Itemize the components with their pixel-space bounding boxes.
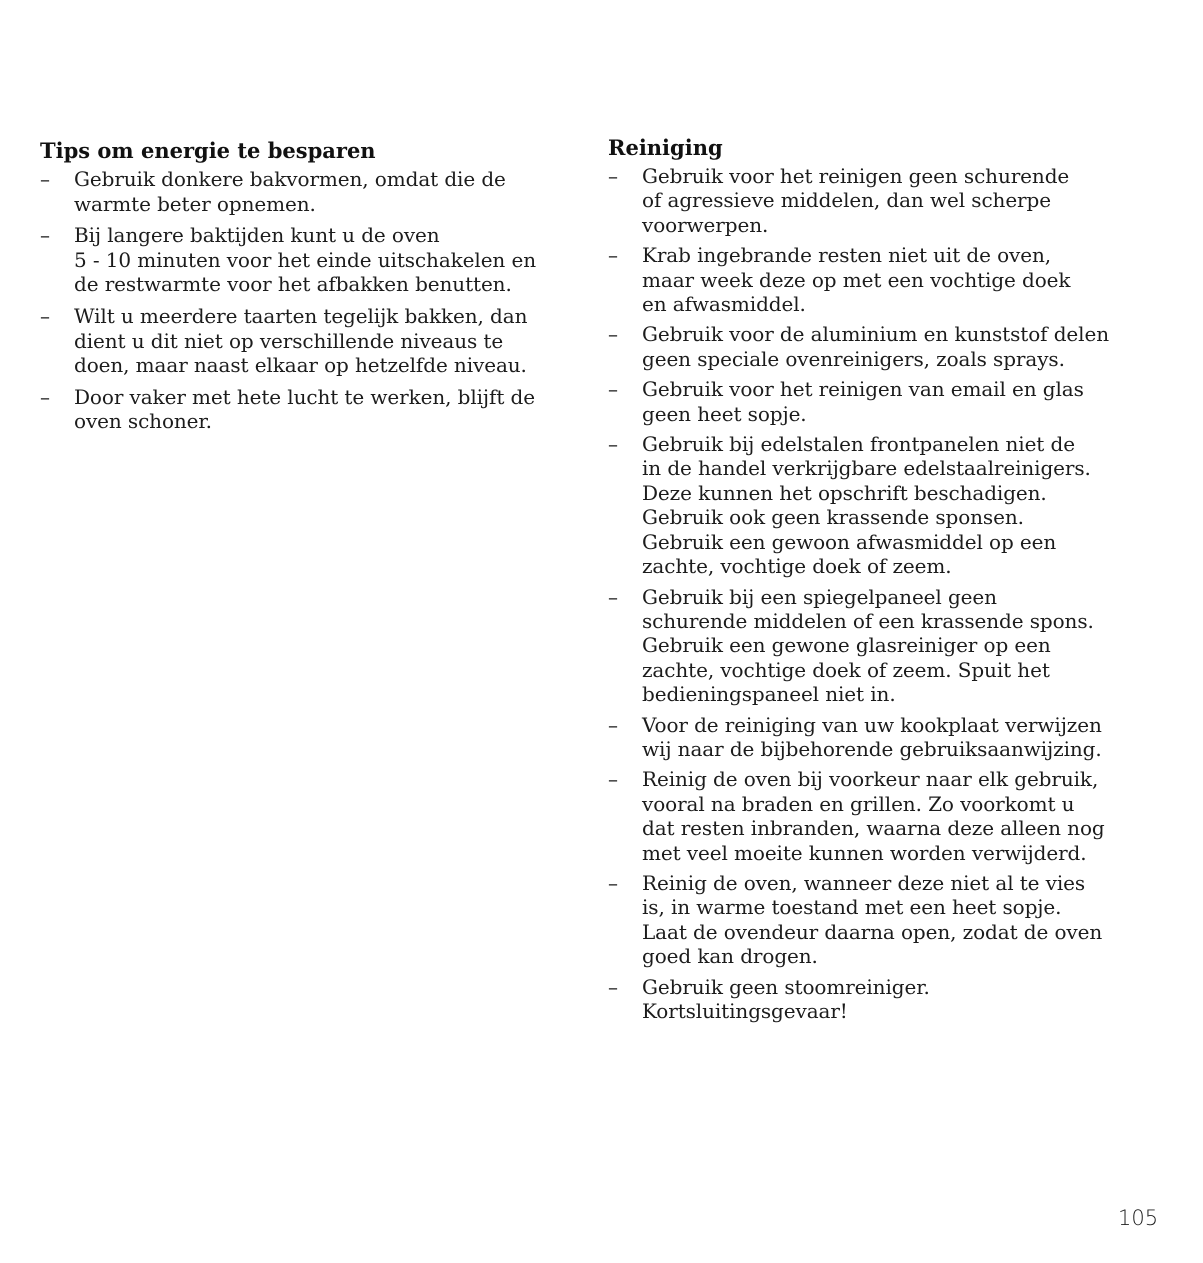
list-item (608, 164, 1168, 237)
text-line: Gebruik voor het reinigen van email en glas (642, 377, 1084, 402)
text-line: de restwarmte voor het afbakken benutten. (74, 272, 512, 297)
energy-tips-list (40, 167, 580, 434)
text-line: zachte, vochtige doek of zeem. Spuit het (642, 657, 1050, 682)
text-line: Gebruik geen stoomreiniger. (642, 974, 930, 999)
text-line: dient u dit niet op verschillende niveaus te (74, 328, 504, 353)
dash-bullet: – (608, 164, 618, 188)
dash-bullet: – (608, 870, 618, 895)
text-line: Door vaker met hete lucht te werken, blijft de (74, 384, 535, 409)
page-number: 105 (1118, 1206, 1159, 1230)
list-item (608, 871, 1168, 969)
text-line: geen heet sopje. (642, 401, 807, 426)
dash-bullet: – (40, 167, 50, 191)
text-line: doen, maar naast elkaar op hetzelfde niveau. (74, 353, 527, 378)
list-item (40, 223, 580, 297)
text-line: wij naar de bijbehorende gebruiksaanwijzing. (642, 736, 1102, 761)
text-line: 5 - 10 minuten voor het einde uitschakelen en (74, 247, 536, 272)
text-line: Reinig de oven, wanneer deze niet al te vies (642, 870, 1086, 895)
dash-bullet: – (608, 584, 618, 609)
dash-bullet: – (608, 432, 618, 457)
dash-bullet: – (608, 322, 618, 347)
section-heading-energy-tips: Tips om energie te besparen (40, 138, 376, 163)
dash-bullet: – (608, 243, 618, 268)
list-item (40, 167, 580, 216)
text-line: Voor de reiniging van uw kookplaat verwijzen (642, 712, 1102, 737)
energy-tips-section (40, 137, 580, 441)
dash-bullet: – (608, 767, 618, 792)
text-line: Gebruik bij een spiegelpaneel geen (642, 584, 997, 609)
list-item (608, 585, 1168, 707)
text-line: voorwerpen. (642, 212, 769, 237)
list-item (608, 713, 1168, 762)
list-item (608, 975, 1168, 1024)
text-line: in de handel verkrijgbare edelstaalreinigers. (642, 456, 1091, 481)
dash-bullet: – (40, 303, 50, 328)
text-line: Reinig de oven bij voorkeur naar elk gebruik, (642, 767, 1099, 792)
list-item (40, 385, 580, 434)
list-item (608, 322, 1168, 371)
cleaning-list (608, 164, 1168, 1023)
text-line: schurende middelen of een krassende spons. (642, 608, 1094, 633)
list-item (40, 304, 580, 378)
text-line: Bij langere baktijden kunt u de oven (74, 223, 440, 248)
text-line: Gebruik ook geen krassende sponsen. (642, 505, 1024, 530)
list-item (608, 432, 1168, 578)
dash-bullet: – (608, 377, 618, 402)
text-line: is, in warme toestand met een heet sopje. (642, 895, 1062, 920)
list-item (608, 377, 1168, 426)
text-line: en afwasmiddel. (642, 292, 806, 317)
dash-bullet: – (40, 384, 50, 409)
cleaning-section (608, 134, 1168, 1029)
text-line: Gebruik een gewone glasreiniger op een (642, 633, 1051, 658)
text-line: geen speciale ovenreinigers, zoals sprays. (642, 346, 1065, 371)
text-line: Gebruik donkere bakvormen, omdat die de (74, 167, 506, 191)
section-heading-cleaning: Reiniging (608, 135, 723, 160)
dash-bullet: – (40, 223, 50, 248)
text-line: zachte, vochtige doek of zeem. (642, 554, 952, 579)
text-line: Gebruik voor het reinigen geen schurende (642, 164, 1070, 188)
text-line: of agressieve middelen, dan wel scherpe (642, 188, 1051, 213)
text-line: dat resten inbranden, waarna deze alleen nog (642, 816, 1105, 841)
text-line: met veel moeite kunnen worden verwijderd. (642, 840, 1087, 865)
text-line: goed kan drogen. (642, 944, 818, 969)
text-line: Kortsluitingsgevaar! (642, 999, 848, 1023)
list-item (608, 767, 1168, 865)
text-line: oven schoner. (74, 409, 212, 434)
text-line: Deze kunnen het opschrift beschadigen. (642, 480, 1047, 505)
text-line: Gebruik bij edelstalen frontpanelen niet de (642, 432, 1075, 457)
text-line: Gebruik voor de aluminium en kunststof delen (642, 322, 1109, 347)
list-item (608, 243, 1168, 316)
text-line: Laat de ovendeur daarna open, zodat de oven (642, 919, 1103, 944)
dash-bullet: – (608, 974, 618, 999)
text-line: warmte beter opnemen. (74, 191, 316, 216)
text-line: Krab ingebrande resten niet uit de oven, (642, 243, 1052, 268)
text-line: Wilt u meerdere taarten tegelijk bakken, dan (74, 303, 528, 328)
dash-bullet: – (608, 712, 618, 737)
text-line: Gebruik een gewoon afwasmiddel op een (642, 529, 1057, 554)
text-line: vooral na braden en grillen. Zo voorkomt u (642, 791, 1075, 816)
text-line: bedieningspaneel niet in. (642, 682, 896, 707)
text-line: maar week deze op met een vochtige doek (642, 267, 1071, 292)
